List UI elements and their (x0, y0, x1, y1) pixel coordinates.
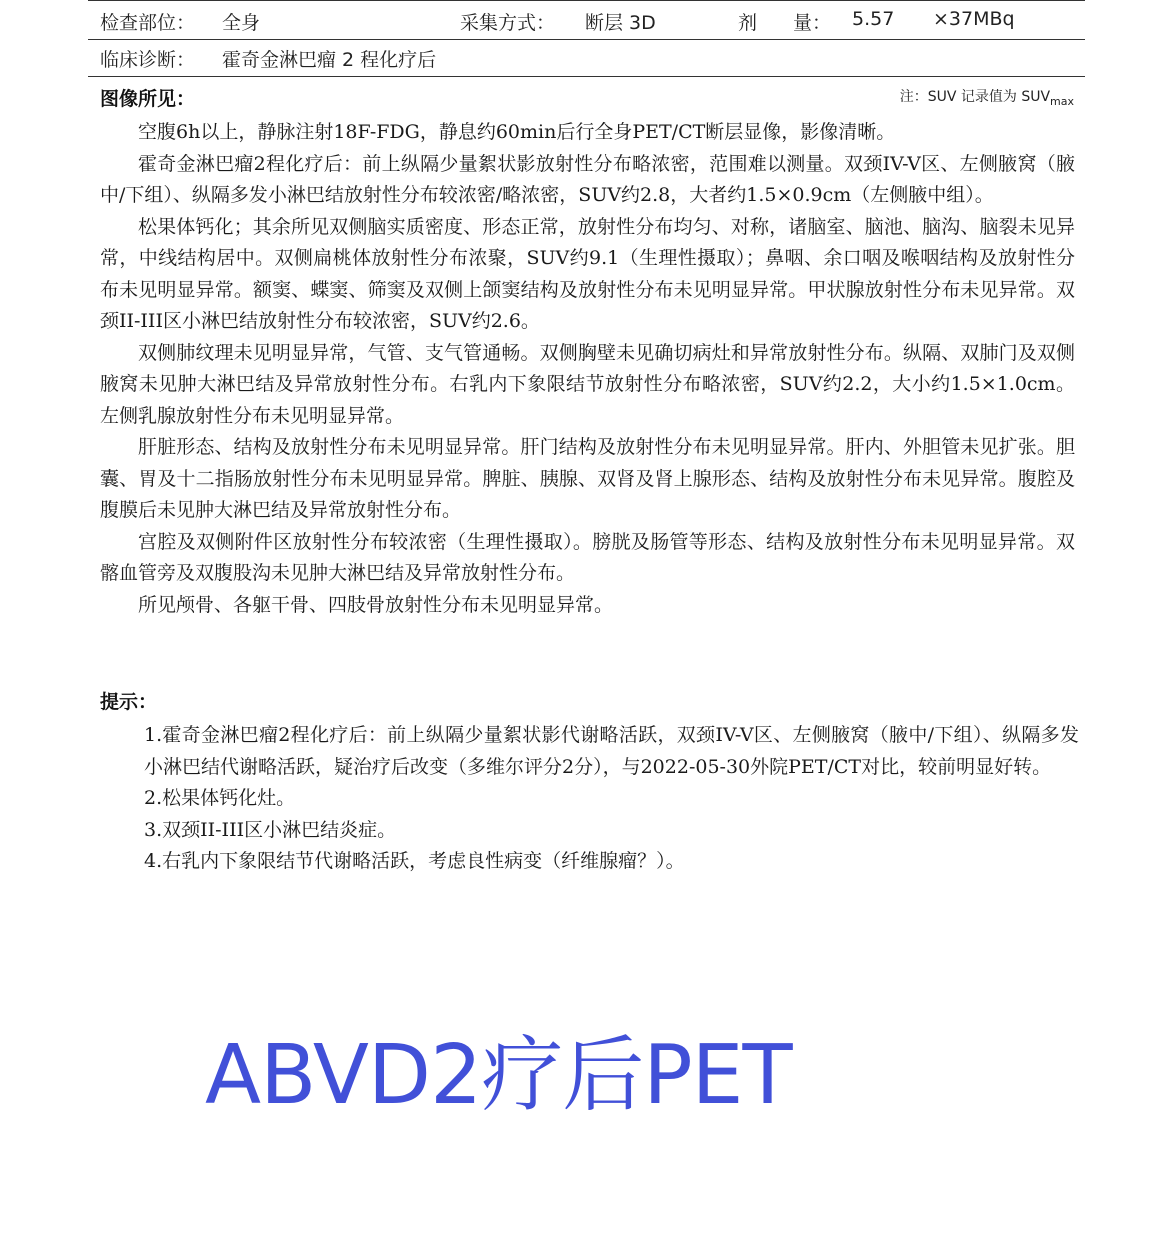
hint-item: 4.右乳内下象限结节代谢略活跃，考虑良性病变（纤维腺瘤？）。 (144, 850, 685, 872)
dose-label: 剂 量： (738, 12, 832, 34)
hints-heading: 提示： (100, 691, 158, 713)
hint-item: 3.双颈II-III区小淋巴结炎症。 (144, 818, 397, 841)
hints-body (144, 720, 1079, 878)
acquisition-label: 采集方式： (460, 12, 556, 34)
findings-paragraph: 双侧肺纹理未见明显异常，气管、支气管通畅。双侧胸壁未见确切病灶和异常放射性分布。纵隔、双肺门及双侧腋窝未见肿大淋巴结及异常放射性分布。右乳内下象限结节放射性分布略浓密，SUV约2.2，大小约1.5×1.0cm。左侧乳腺放射性分布未见明显异常。 (100, 341, 1075, 427)
diagnosis-row (88, 38, 1085, 77)
findings-paragraph: 肝脏形态、结构及放射性分布未见明显异常。肝门结构及放射性分布未见明显异常。肝内、外胆管未见扩张。胆囊、胃及十二指肠放射性分布未见明显异常。脾脏、胰腺、双肾及肾上腺形态、结构及放射性分布未见异常。腹腔及腹膜后未见肿大淋巴结及异常放射性分布。 (100, 436, 1075, 521)
exam-info-row (88, 0, 1085, 40)
dose-value: 5.57 (852, 8, 895, 30)
acquisition-value: 断层 3D (585, 12, 656, 34)
findings-paragraph: 宫腔及双侧附件区放射性分布较浓密（生理性摄取）。膀胱及肠管等形态、结构及放射性分布未见明显异常。双髂血管旁及双腹股沟未见肿大淋巴结及异常放射性分布。 (100, 530, 1075, 584)
suv-note-subscript: max (1050, 94, 1074, 108)
diagnosis-value: 霍奇金淋巴瘤 2 程化疗后 (222, 49, 437, 71)
hint-item: 1.霍奇金淋巴瘤2程化疗后：前上纵隔少量絮状影代谢略活跃，双颈IV-V区、左侧腋窝（腋中/下组）、纵隔多发小淋巴结代谢略活跃，疑治疗后改变（多维尔评分2分），与2022-05-30外院PET/CT对比，较前明显好转。 (144, 724, 1079, 778)
findings-paragraph: 所见颅骨、各躯干骨、四肢骨放射性分布未见明显异常。 (138, 593, 614, 616)
dose-unit: ×37MBq (933, 8, 1015, 30)
exam-site-label: 检查部位： (100, 12, 196, 34)
suv-note-text: 注：SUV 记录值为 SUV (899, 89, 1051, 105)
findings-heading: 图像所见： (100, 88, 196, 110)
handwritten-annotation: ABVD2疗后PET (205, 1028, 792, 1123)
diagnosis-label: 临床诊断： (100, 49, 196, 71)
findings-body (100, 117, 1075, 621)
hint-item: 2.松果体钙化灶。 (144, 787, 296, 809)
findings-paragraph: 松果体钙化；其余所见双侧脑实质密度、形态正常，放射性分布均匀、对称，诸脑室、脑池、脑沟、脑裂未见异常，中线结构居中。双侧扁桃体放射性分布浓聚，SUV约9.1（生理性摄取）；鼻咽、余口咽及喉咽结构及放射性分布未见明显异常。额窦、蝶窦、筛窦及双侧上颌窦结构及放射性分布未见明显异常。甲状腺放射性分布未见异常。双颈II-III区小淋巴结放射性分布较浓密，SUV约2.6。 (100, 215, 1075, 332)
exam-site-value: 全身 (222, 12, 261, 34)
findings-paragraph: 霍奇金淋巴瘤2程化疗后：前上纵隔少量絮状影放射性分布略浓密，范围难以测量。双颈IV-V区、左侧腋窝（腋中/下组）、纵隔多发小淋巴结放射性分布较浓密/略浓密，SUV约2.8，大者约1.5×0.9cm（左侧腋中组）。 (100, 152, 1075, 206)
findings-paragraph: 空腹6h以上，静脉注射18F-FDG，静息约60min后行全身PET/CT断层显像，影像清晰。 (138, 121, 896, 143)
suv-note (900, 86, 1074, 108)
